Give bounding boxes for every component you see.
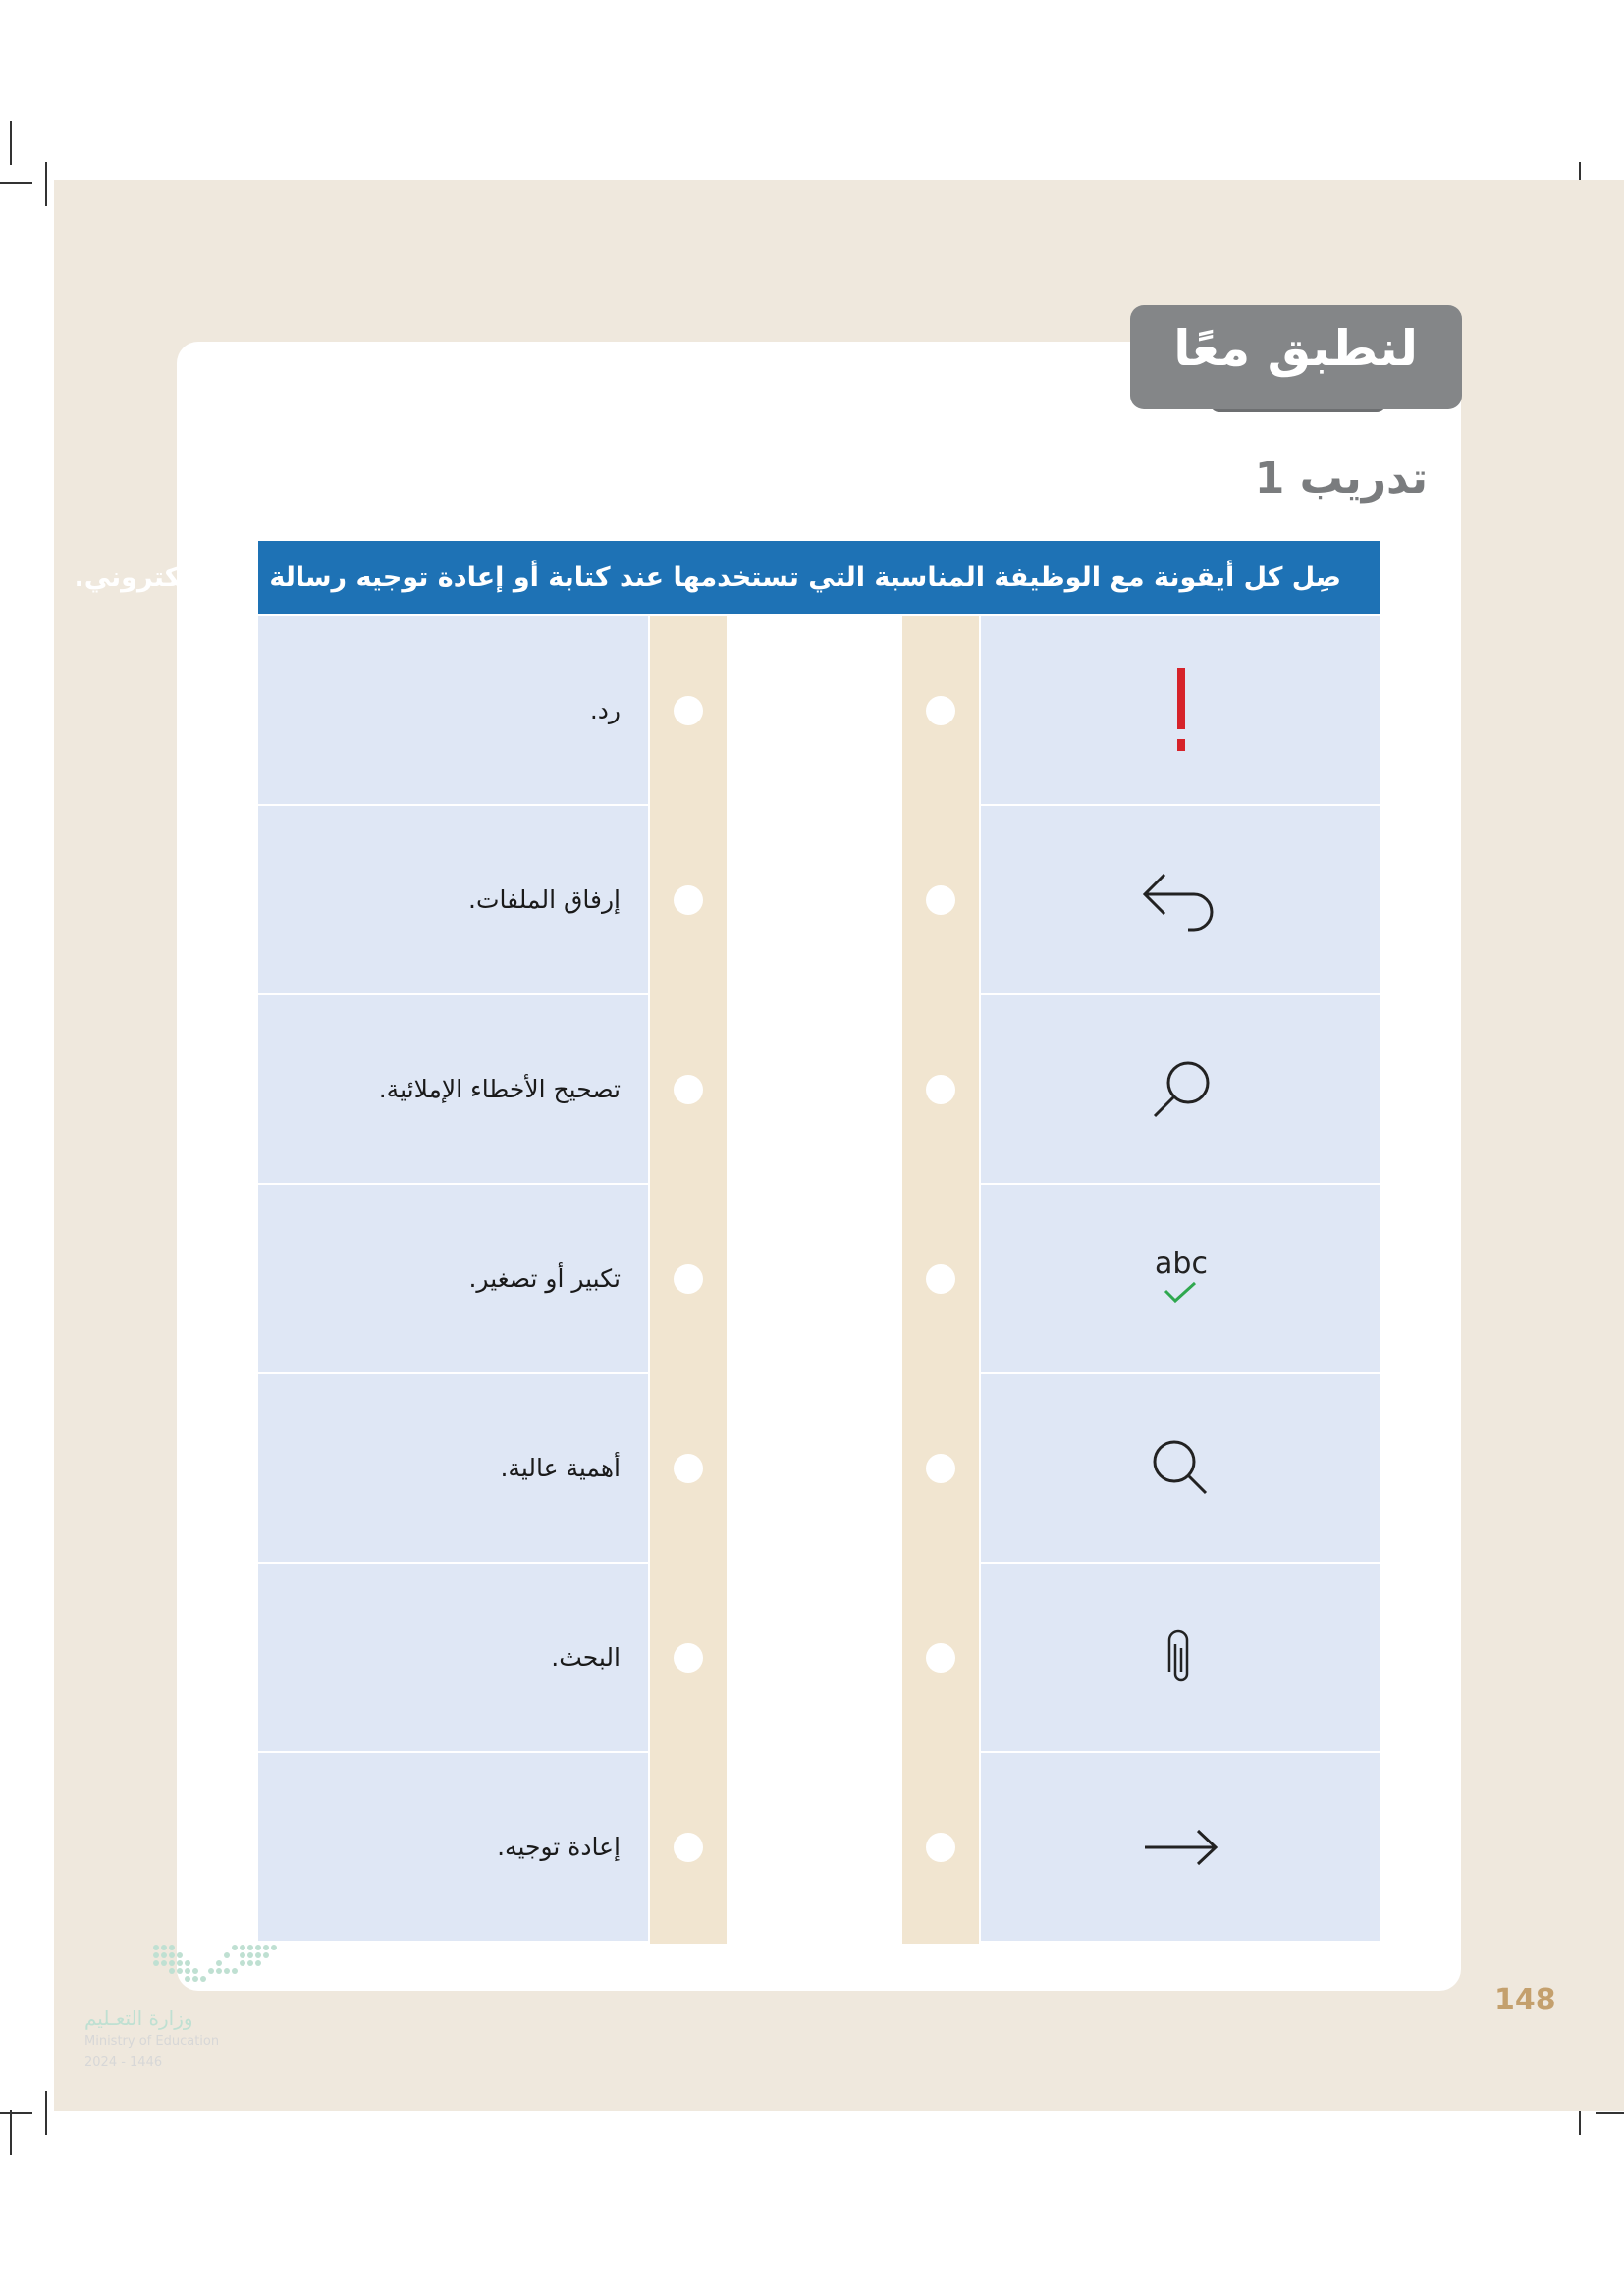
exercise-title: تدريب 1 (1254, 454, 1428, 504)
function-text: أهمية عالية. (500, 1454, 621, 1482)
function-text: تكبير أو تصغير. (468, 1264, 621, 1293)
icon-cell (981, 1185, 1380, 1372)
crop-mark (45, 2091, 47, 2135)
function-text: البحث. (551, 1643, 621, 1672)
connect-dot[interactable] (674, 696, 703, 725)
connect-dot[interactable] (926, 1264, 955, 1294)
crop-mark (1596, 2112, 1624, 2114)
connect-dot[interactable] (674, 1833, 703, 1862)
function-text: تصحيح الأخطاء الإملائية. (378, 1075, 621, 1103)
icon-cell (981, 806, 1380, 993)
connect-dot[interactable] (674, 1643, 703, 1673)
connect-dot[interactable] (674, 1454, 703, 1483)
function-cell (258, 616, 648, 804)
function-text: إعادة توجيه. (497, 1833, 621, 1861)
connect-dot[interactable] (926, 696, 955, 725)
left-dot-column (650, 616, 727, 1944)
reply-arrow-icon (1137, 861, 1225, 939)
page-title: لنطبق معًا (1173, 320, 1418, 377)
ministry-logo-icon (82, 1944, 298, 2002)
search-icon (1147, 1434, 1216, 1503)
ministry-name-ar: وزارة التعـليم (84, 2006, 193, 2030)
icon-cell (981, 995, 1380, 1183)
spell-check-icon (1142, 1240, 1220, 1318)
function-text: رد. (589, 696, 621, 724)
icon-cell (981, 1753, 1380, 1941)
connect-dot[interactable] (926, 1454, 955, 1483)
connect-dot[interactable] (926, 1075, 955, 1104)
connect-dot[interactable] (926, 1833, 955, 1862)
connect-dot[interactable] (926, 885, 955, 915)
ministry-name-en: Ministry of Education (84, 2034, 220, 2049)
function-cell (258, 1185, 648, 1372)
ministry-year: 2024 - 1446 (84, 2056, 163, 2070)
instruction-bar (74, 541, 1380, 614)
spell-check-label: abc (1154, 1246, 1208, 1281)
connect-dot[interactable] (674, 1264, 703, 1294)
connect-dot[interactable] (674, 885, 703, 915)
crop-mark (10, 2110, 12, 2155)
forward-arrow-icon (1137, 1823, 1225, 1872)
function-cell (258, 806, 648, 993)
icon-cell (981, 1564, 1380, 1751)
icon-cell (981, 1374, 1380, 1562)
connect-dot[interactable] (926, 1643, 955, 1673)
crop-mark (0, 2112, 32, 2114)
instruction-text: صِل كل أيقونة مع الوظيفة المناسبة التي تستخدمها عند كتابة أو إعادة توجيه رسالة بريد إلكتروني. (74, 562, 1341, 593)
exclamation-icon (1166, 667, 1196, 755)
function-cell (258, 1753, 648, 1941)
function-column (258, 616, 648, 1944)
connect-dot[interactable] (674, 1075, 703, 1104)
function-cell (258, 1374, 648, 1562)
icon-column (981, 616, 1380, 1944)
crop-mark (0, 182, 32, 184)
crop-mark (45, 162, 47, 206)
crop-mark (10, 121, 12, 165)
icon-cell (981, 616, 1380, 804)
page-number: 148 (1494, 1983, 1556, 2017)
function-text: إرفاق الملفات. (468, 885, 621, 914)
zoom-magnifier-icon (1147, 1055, 1216, 1124)
right-dot-column (902, 616, 979, 1944)
function-cell (258, 995, 648, 1183)
matching-grid (258, 616, 1380, 1944)
paperclip-icon (1162, 1629, 1201, 1687)
function-cell (258, 1564, 648, 1751)
